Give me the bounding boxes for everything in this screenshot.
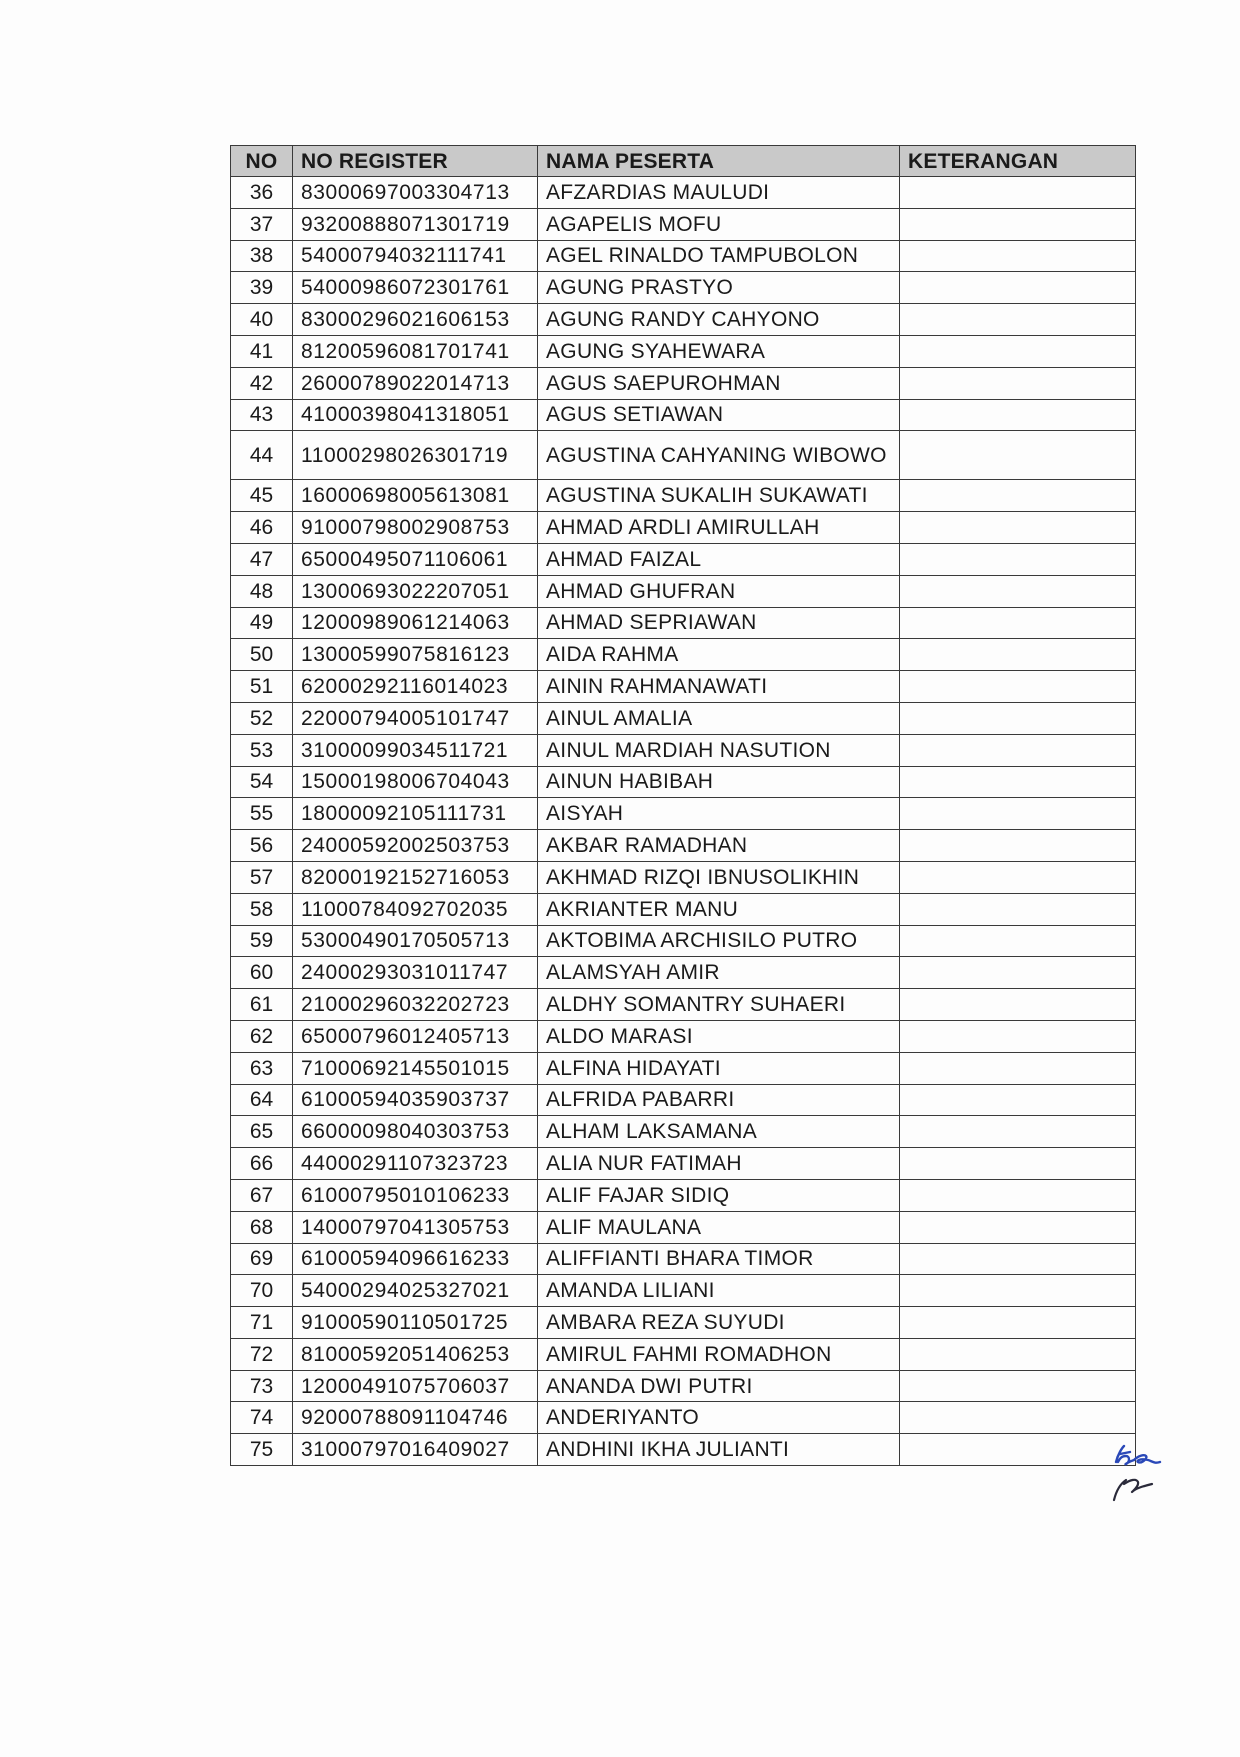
row-register-cell: 66000098040303753 (293, 1116, 538, 1148)
row-note-cell (900, 1020, 1136, 1052)
row-register-cell: 65000495071106061 (293, 543, 538, 575)
table-row (231, 893, 1136, 925)
row-name-cell: AKTOBIMA ARCHISILO PUTRO (538, 925, 900, 957)
row-no-cell: 36 (231, 177, 293, 209)
table-row (231, 957, 1136, 989)
row-no-cell: 38 (231, 240, 293, 272)
row-no-cell: 74 (231, 1402, 293, 1434)
row-note-cell (900, 335, 1136, 367)
row-no-cell: 50 (231, 639, 293, 671)
row-no-cell: 61 (231, 989, 293, 1021)
row-register-cell: 83000296021606153 (293, 304, 538, 336)
table-row (231, 1402, 1136, 1434)
row-no-cell: 57 (231, 861, 293, 893)
row-register-cell: 82000192152716053 (293, 861, 538, 893)
row-register-cell: 61000594096616233 (293, 1243, 538, 1275)
row-name-cell: AFZARDIAS MAULUDI (538, 177, 900, 209)
row-name-cell: AININ RAHMANAWATI (538, 671, 900, 703)
table-row (231, 1179, 1136, 1211)
table-row (231, 1116, 1136, 1148)
row-register-cell: 24000293031011747 (293, 957, 538, 989)
row-register-cell: 26000789022014713 (293, 367, 538, 399)
row-note-cell (900, 304, 1136, 336)
row-no-cell: 73 (231, 1370, 293, 1402)
row-no-cell: 52 (231, 702, 293, 734)
table-row (231, 304, 1136, 336)
row-no-cell: 62 (231, 1020, 293, 1052)
row-no-cell: 72 (231, 1338, 293, 1370)
row-name-cell: AIDA RAHMA (538, 639, 900, 671)
row-note-cell (900, 1338, 1136, 1370)
row-name-cell: AMANDA LILIANI (538, 1275, 900, 1307)
row-register-cell: 92000788091104746 (293, 1402, 538, 1434)
row-name-cell: ALHAM LAKSAMANA (538, 1116, 900, 1148)
row-name-cell: AISYAH (538, 798, 900, 830)
row-name-cell: AGUSTINA CAHYANING WIBOWO (538, 431, 900, 480)
table-row (231, 798, 1136, 830)
row-name-cell: ALIA NUR FATIMAH (538, 1148, 900, 1180)
row-register-cell: 21000296032202723 (293, 989, 538, 1021)
row-note-cell (900, 798, 1136, 830)
header-name: NAMA PESERTA (538, 146, 900, 177)
row-no-cell: 68 (231, 1211, 293, 1243)
table-row (231, 335, 1136, 367)
row-note-cell (900, 734, 1136, 766)
row-no-cell: 70 (231, 1275, 293, 1307)
row-register-cell: 54000294025327021 (293, 1275, 538, 1307)
row-name-cell: AINUL MARDIAH NASUTION (538, 734, 900, 766)
row-register-cell: 11000298026301719 (293, 431, 538, 480)
row-name-cell: AGUNG SYAHEWARA (538, 335, 900, 367)
table-row (231, 1084, 1136, 1116)
row-no-cell: 60 (231, 957, 293, 989)
row-note-cell (900, 240, 1136, 272)
row-name-cell: AHMAD SEPRIAWAN (538, 607, 900, 639)
row-name-cell: AMIRUL FAHMI ROMADHON (538, 1338, 900, 1370)
row-name-cell: ANDHINI IKHA JULIANTI (538, 1434, 900, 1466)
row-register-cell: 65000796012405713 (293, 1020, 538, 1052)
row-register-cell: 53000490170505713 (293, 925, 538, 957)
row-note-cell (900, 861, 1136, 893)
row-note-cell (900, 830, 1136, 862)
row-note-cell (900, 1211, 1136, 1243)
row-register-cell: 93200888071301719 (293, 208, 538, 240)
row-name-cell: AGUS SAEPUROHMAN (538, 367, 900, 399)
table-row (231, 925, 1136, 957)
row-register-cell: 83000697003304713 (293, 177, 538, 209)
row-no-cell: 54 (231, 766, 293, 798)
table-row (231, 734, 1136, 766)
row-register-cell: 12000989061214063 (293, 607, 538, 639)
row-no-cell: 51 (231, 671, 293, 703)
row-name-cell: ALIF MAULANA (538, 1211, 900, 1243)
row-name-cell: AHMAD ARDLI AMIRULLAH (538, 512, 900, 544)
row-note-cell (900, 957, 1136, 989)
row-name-cell: ALAMSYAH AMIR (538, 957, 900, 989)
table-row (231, 766, 1136, 798)
row-note-cell (900, 1116, 1136, 1148)
row-register-cell: 61000594035903737 (293, 1084, 538, 1116)
row-name-cell: ALFRIDA PABARRI (538, 1084, 900, 1116)
row-note-cell (900, 177, 1136, 209)
table-row (231, 830, 1136, 862)
row-name-cell: ALFINA HIDAYATI (538, 1052, 900, 1084)
row-register-cell: 91000590110501725 (293, 1307, 538, 1339)
row-no-cell: 66 (231, 1148, 293, 1180)
table-row (231, 177, 1136, 209)
row-note-cell (900, 1307, 1136, 1339)
table-row (231, 1275, 1136, 1307)
row-note-cell (900, 543, 1136, 575)
table-row (231, 1370, 1136, 1402)
row-name-cell: ALIF FAJAR SIDIQ (538, 1179, 900, 1211)
row-register-cell: 18000092105111731 (293, 798, 538, 830)
table-row (231, 1148, 1136, 1180)
row-register-cell: 22000794005101747 (293, 702, 538, 734)
row-note-cell (900, 575, 1136, 607)
row-register-cell: 11000784092702035 (293, 893, 538, 925)
table-row (231, 1052, 1136, 1084)
row-note-cell (900, 1370, 1136, 1402)
row-no-cell: 46 (231, 512, 293, 544)
row-no-cell: 67 (231, 1179, 293, 1211)
table-row (231, 1243, 1136, 1275)
row-note-cell (900, 766, 1136, 798)
row-note-cell (900, 367, 1136, 399)
table-row (231, 1434, 1136, 1466)
table-row (231, 1307, 1136, 1339)
row-note-cell (900, 272, 1136, 304)
row-name-cell: ALDHY SOMANTRY SUHAERI (538, 989, 900, 1021)
row-note-cell (900, 399, 1136, 431)
row-no-cell: 49 (231, 607, 293, 639)
row-note-cell (900, 1148, 1136, 1180)
row-register-cell: 71000692145501015 (293, 1052, 538, 1084)
row-no-cell: 58 (231, 893, 293, 925)
table-body (231, 177, 1136, 1466)
table-row (231, 543, 1136, 575)
row-name-cell: AKHMAD RIZQI IBNUSOLIKHIN (538, 861, 900, 893)
row-no-cell: 41 (231, 335, 293, 367)
row-register-cell: 31000099034511721 (293, 734, 538, 766)
row-no-cell: 56 (231, 830, 293, 862)
row-note-cell (900, 1243, 1136, 1275)
row-note-cell (900, 1402, 1136, 1434)
table-row (231, 1338, 1136, 1370)
table-row (231, 1020, 1136, 1052)
row-no-cell: 40 (231, 304, 293, 336)
row-no-cell: 39 (231, 272, 293, 304)
row-no-cell: 69 (231, 1243, 293, 1275)
row-note-cell (900, 639, 1136, 671)
row-no-cell: 48 (231, 575, 293, 607)
row-note-cell (900, 1179, 1136, 1211)
row-note-cell (900, 1084, 1136, 1116)
row-name-cell: AGEL RINALDO TAMPUBOLON (538, 240, 900, 272)
table-row (231, 512, 1136, 544)
row-note-cell (900, 925, 1136, 957)
row-register-cell: 54000794032111741 (293, 240, 538, 272)
table-row (231, 208, 1136, 240)
row-name-cell: AKRIANTER MANU (538, 893, 900, 925)
row-no-cell: 59 (231, 925, 293, 957)
row-register-cell: 15000198006704043 (293, 766, 538, 798)
row-register-cell: 13000599075816123 (293, 639, 538, 671)
row-register-cell: 81200596081701741 (293, 335, 538, 367)
row-no-cell: 44 (231, 431, 293, 480)
row-name-cell: ANDERIYANTO (538, 1402, 900, 1434)
row-name-cell: AGUNG RANDY CAHYONO (538, 304, 900, 336)
row-note-cell (900, 431, 1136, 480)
row-note-cell (900, 1434, 1136, 1466)
row-register-cell: 62000292116014023 (293, 671, 538, 703)
row-register-cell: 44000291107323723 (293, 1148, 538, 1180)
row-register-cell: 81000592051406253 (293, 1338, 538, 1370)
row-no-cell: 64 (231, 1084, 293, 1116)
table-row (231, 639, 1136, 671)
table-row (231, 575, 1136, 607)
initials-signature (1108, 1440, 1168, 1508)
row-no-cell: 42 (231, 367, 293, 399)
row-register-cell: 12000491075706037 (293, 1370, 538, 1402)
row-name-cell: AHMAD GHUFRAN (538, 575, 900, 607)
row-name-cell: AHMAD FAIZAL (538, 543, 900, 575)
row-register-cell: 54000986072301761 (293, 272, 538, 304)
table-row (231, 989, 1136, 1021)
row-name-cell: AINUL AMALIA (538, 702, 900, 734)
row-register-cell: 91000798002908753 (293, 512, 538, 544)
row-note-cell (900, 1052, 1136, 1084)
table-row (231, 671, 1136, 703)
row-no-cell: 71 (231, 1307, 293, 1339)
row-name-cell: AGAPELIS MOFU (538, 208, 900, 240)
row-note-cell (900, 512, 1136, 544)
table-row (231, 399, 1136, 431)
row-register-cell: 31000797016409027 (293, 1434, 538, 1466)
row-register-cell: 13000693022207051 (293, 575, 538, 607)
row-name-cell: AGUSTINA SUKALIH SUKAWATI (538, 480, 900, 512)
table-row (231, 607, 1136, 639)
table-row (231, 431, 1136, 480)
row-name-cell: ANANDA DWI PUTRI (538, 1370, 900, 1402)
table-row (231, 480, 1136, 512)
row-name-cell: AMBARA REZA SUYUDI (538, 1307, 900, 1339)
row-name-cell: ALIFFIANTI BHARA TIMOR (538, 1243, 900, 1275)
table-row (231, 272, 1136, 304)
row-no-cell: 47 (231, 543, 293, 575)
row-register-cell: 61000795010106233 (293, 1179, 538, 1211)
row-note-cell (900, 893, 1136, 925)
header-note: KETERANGAN (900, 146, 1136, 177)
row-note-cell (900, 1275, 1136, 1307)
row-name-cell: AGUS SETIAWAN (538, 399, 900, 431)
row-name-cell: AINUN HABIBAH (538, 766, 900, 798)
row-no-cell: 75 (231, 1434, 293, 1466)
header-no: NO (231, 146, 293, 177)
row-register-cell: 16000698005613081 (293, 480, 538, 512)
participant-table (230, 145, 1136, 1466)
table-header-row (231, 146, 1136, 177)
row-no-cell: 63 (231, 1052, 293, 1084)
row-note-cell (900, 480, 1136, 512)
row-no-cell: 43 (231, 399, 293, 431)
table-row (231, 1211, 1136, 1243)
row-note-cell (900, 702, 1136, 734)
row-note-cell (900, 208, 1136, 240)
row-note-cell (900, 989, 1136, 1021)
row-note-cell (900, 671, 1136, 703)
row-register-cell: 14000797041305753 (293, 1211, 538, 1243)
row-no-cell: 37 (231, 208, 293, 240)
row-no-cell: 45 (231, 480, 293, 512)
row-no-cell: 65 (231, 1116, 293, 1148)
table-row (231, 367, 1136, 399)
table-row (231, 702, 1136, 734)
row-no-cell: 53 (231, 734, 293, 766)
row-no-cell: 55 (231, 798, 293, 830)
row-name-cell: AKBAR RAMADHAN (538, 830, 900, 862)
row-name-cell: AGUNG PRASTYO (538, 272, 900, 304)
row-note-cell (900, 607, 1136, 639)
header-register: NO REGISTER (293, 146, 538, 177)
table-row (231, 861, 1136, 893)
table-row (231, 240, 1136, 272)
row-register-cell: 41000398041318051 (293, 399, 538, 431)
row-register-cell: 24000592002503753 (293, 830, 538, 862)
row-name-cell: ALDO MARASI (538, 1020, 900, 1052)
